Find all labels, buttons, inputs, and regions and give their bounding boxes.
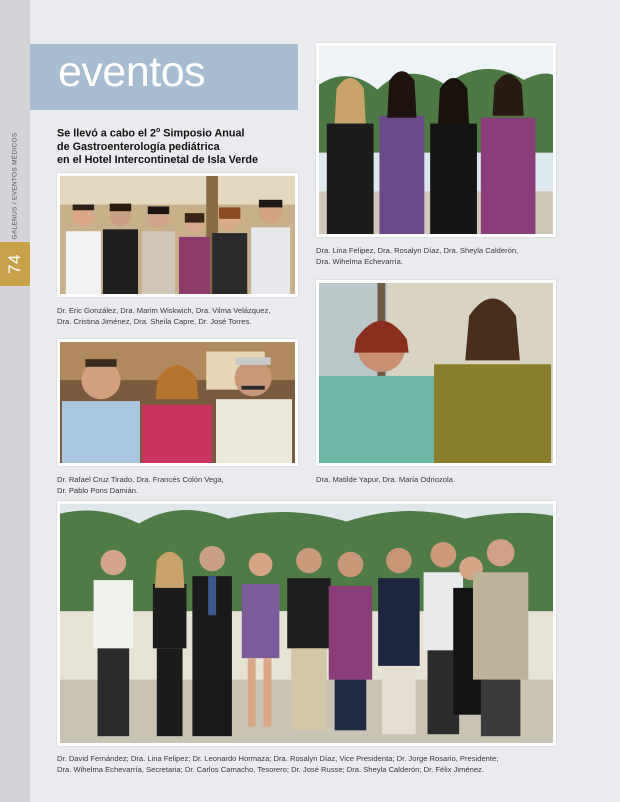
photo-two-doctors (316, 280, 556, 466)
section-title: eventos (58, 48, 206, 96)
headline-line2: de Gastroenterología pediátrica (57, 141, 220, 153)
caption-line: Dr. Rafael Cruz Tirado, Dra. Francés Colón Vega, (57, 475, 224, 484)
caption-line: Dr. Eric González, Dra. Marim Wiskwich, Dra. Vilma Velázquez, (57, 306, 271, 315)
photo-three-doctors-image (60, 342, 295, 463)
caption-line: Dr. David Fernández; Dra. Lina Felipez; Dr. Leonardo Hormaza; Dra. Rosalyn Díaz, Vice Presidenta; Dr. Jorge Rosario, Presidente; (57, 754, 499, 763)
photo-four-doctors-outdoor-image (319, 46, 553, 234)
photo-two-doctors-image (319, 283, 553, 463)
headline-line3: en el Hotel Intercontinetal de Isla Verde (57, 154, 259, 167)
section-banner (30, 44, 298, 110)
caption-photo-three-doctors (57, 474, 224, 496)
photo-group-six-image (60, 176, 295, 294)
caption-line: Dra. Lina Felipez, Dra. Rosalyn Díaz, Dra. Sheyla Calderón, (316, 246, 519, 255)
photo-four-doctors-outdoor (316, 43, 556, 237)
photo-board-group-image (60, 504, 553, 743)
caption-photo-four-doctors-outdoor (316, 245, 518, 267)
caption-line: Dra. Wihelma Echevarría. (316, 257, 403, 266)
running-head: GALENUS / EVENTOS MÉDICOS (11, 132, 19, 240)
caption-line: Dra. Wihelma Echevarría, Secretaria; Dr. Carlos Camacho, Tesorero; Dr. José Russe; Dra. Sheyla Calderón; Dr. Félix Jiménez. (57, 765, 484, 774)
photo-three-doctors (57, 339, 298, 466)
side-strip (0, 0, 30, 802)
page-number: 74 (5, 254, 24, 274)
headline-ordinal: o (156, 127, 161, 134)
caption-line: Dr. Pablo Pons Damián. (57, 486, 139, 495)
caption-line: Dra. Cristina Jiménez, Dra. Sheila Capre, Dr. José Torres. (57, 317, 252, 326)
photo-group-six (57, 173, 298, 297)
article-headline (57, 124, 297, 168)
headline-line1-post: Simposio Anual (160, 127, 245, 140)
photo-board-group (57, 501, 556, 746)
caption-photo-group-six (57, 305, 270, 327)
caption-photo-board-group (57, 753, 498, 775)
caption-line: Dra. Matilde Yapur, Dra. María Odriozola. (316, 475, 455, 484)
headline-line1-pre: Se llevó a cabo el 2 (57, 127, 157, 140)
caption-photo-two-doctors (316, 474, 455, 485)
